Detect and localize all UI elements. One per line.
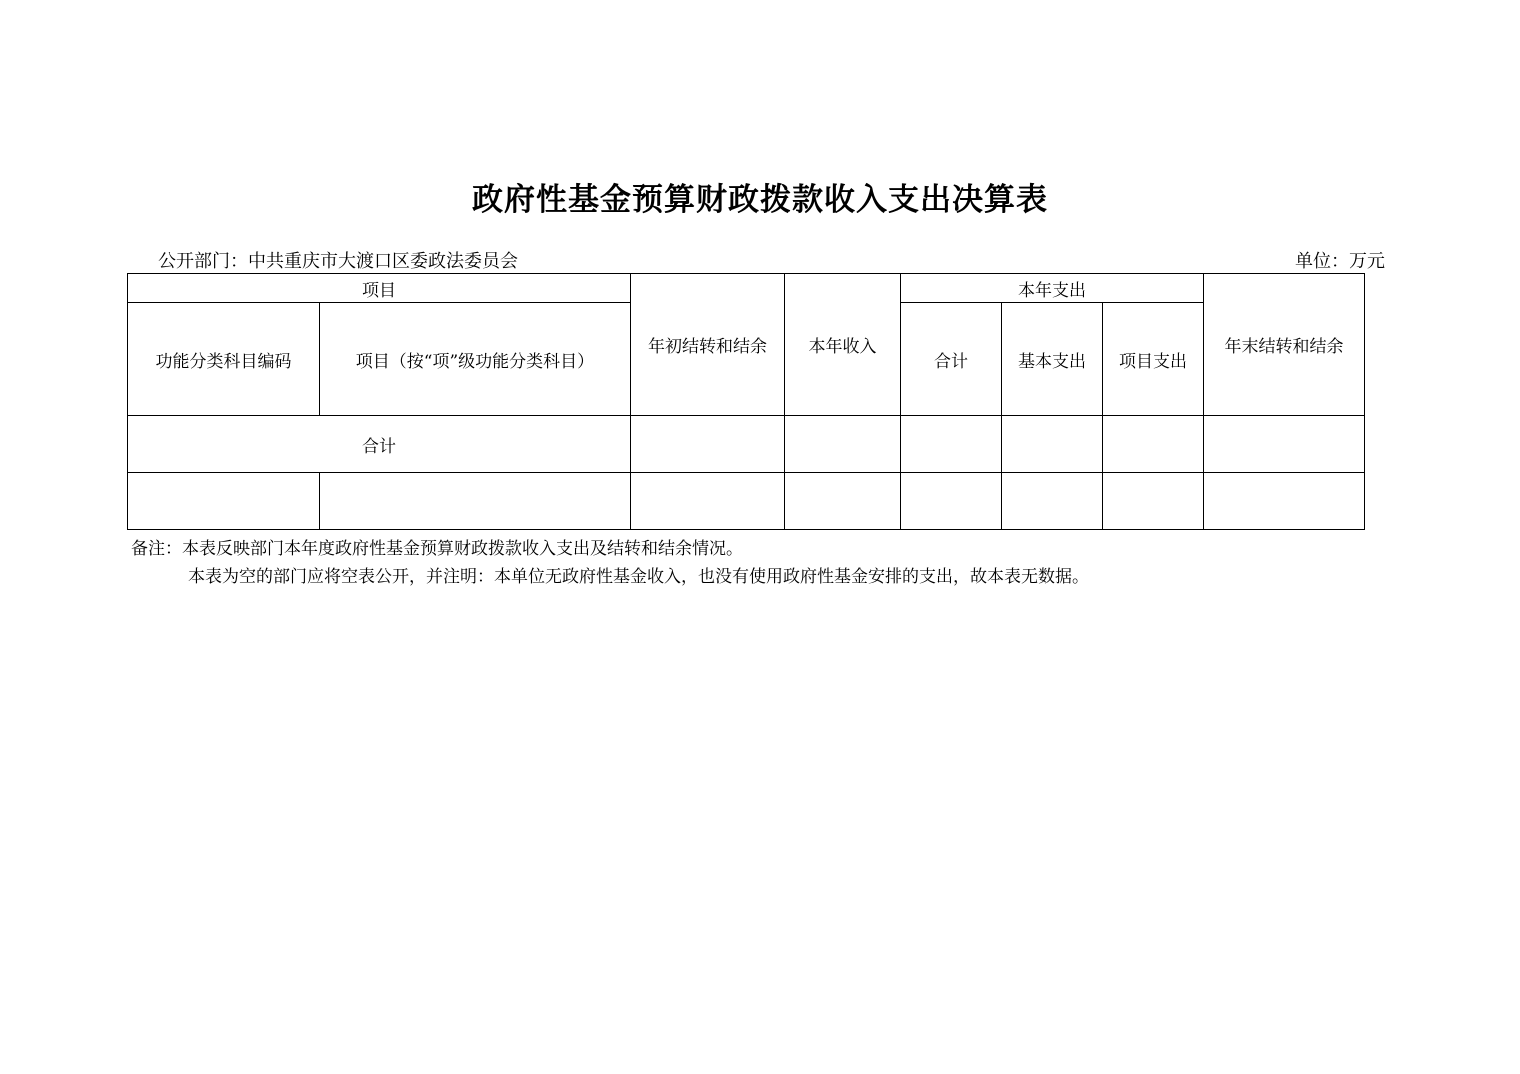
header-project-by-item: 项目（按“项”级功能分类科目） [320,303,631,416]
row-expense-project [1103,473,1204,530]
row-expense-basic [1002,473,1103,530]
total-expense-basic [1002,416,1103,473]
row-current-income [785,473,901,530]
page-title: 政府性基金预算财政拨款收入支出决算表 [472,182,1048,218]
header-project: 项目 [128,274,631,303]
total-expense-total [901,416,1002,473]
header-expense-project: 项目支出 [1103,303,1204,416]
header-row-1 [128,274,1365,303]
department-label: 公开部门：中共重庆市大渡口区委政法委员会 [158,251,518,272]
total-ending-balance [1204,416,1365,473]
budget-table [127,273,1365,530]
total-expense-project [1103,416,1204,473]
total-row [128,416,1365,473]
header-current-expense: 本年支出 [901,274,1204,303]
unit-label: 单位：万元 [1295,251,1385,272]
note-line-2: 本表为空的部门应将空表公开，并注明：本单位无政府性基金收入，也没有使用政府性基金安排的支出，故本表无数据。 [188,567,1089,587]
header-beginning-balance: 年初结转和结余 [631,274,785,416]
row-project [320,473,631,530]
table-row [128,473,1365,530]
header-func-code: 功能分类科目编码 [128,303,320,416]
total-beginning-balance [631,416,785,473]
note-line-1: 备注：本表反映部门本年度政府性基金预算财政拨款收入支出及结转和结余情况。 [131,539,743,559]
total-label: 合计 [128,416,631,473]
header-expense-basic: 基本支出 [1002,303,1103,416]
row-beginning-balance [631,473,785,530]
header-current-income: 本年收入 [785,274,901,416]
row-expense-total [901,473,1002,530]
total-current-income [785,416,901,473]
row-func-code [128,473,320,530]
header-ending-balance: 年末结转和结余 [1204,274,1365,416]
header-expense-total: 合计 [901,303,1002,416]
row-ending-balance [1204,473,1365,530]
